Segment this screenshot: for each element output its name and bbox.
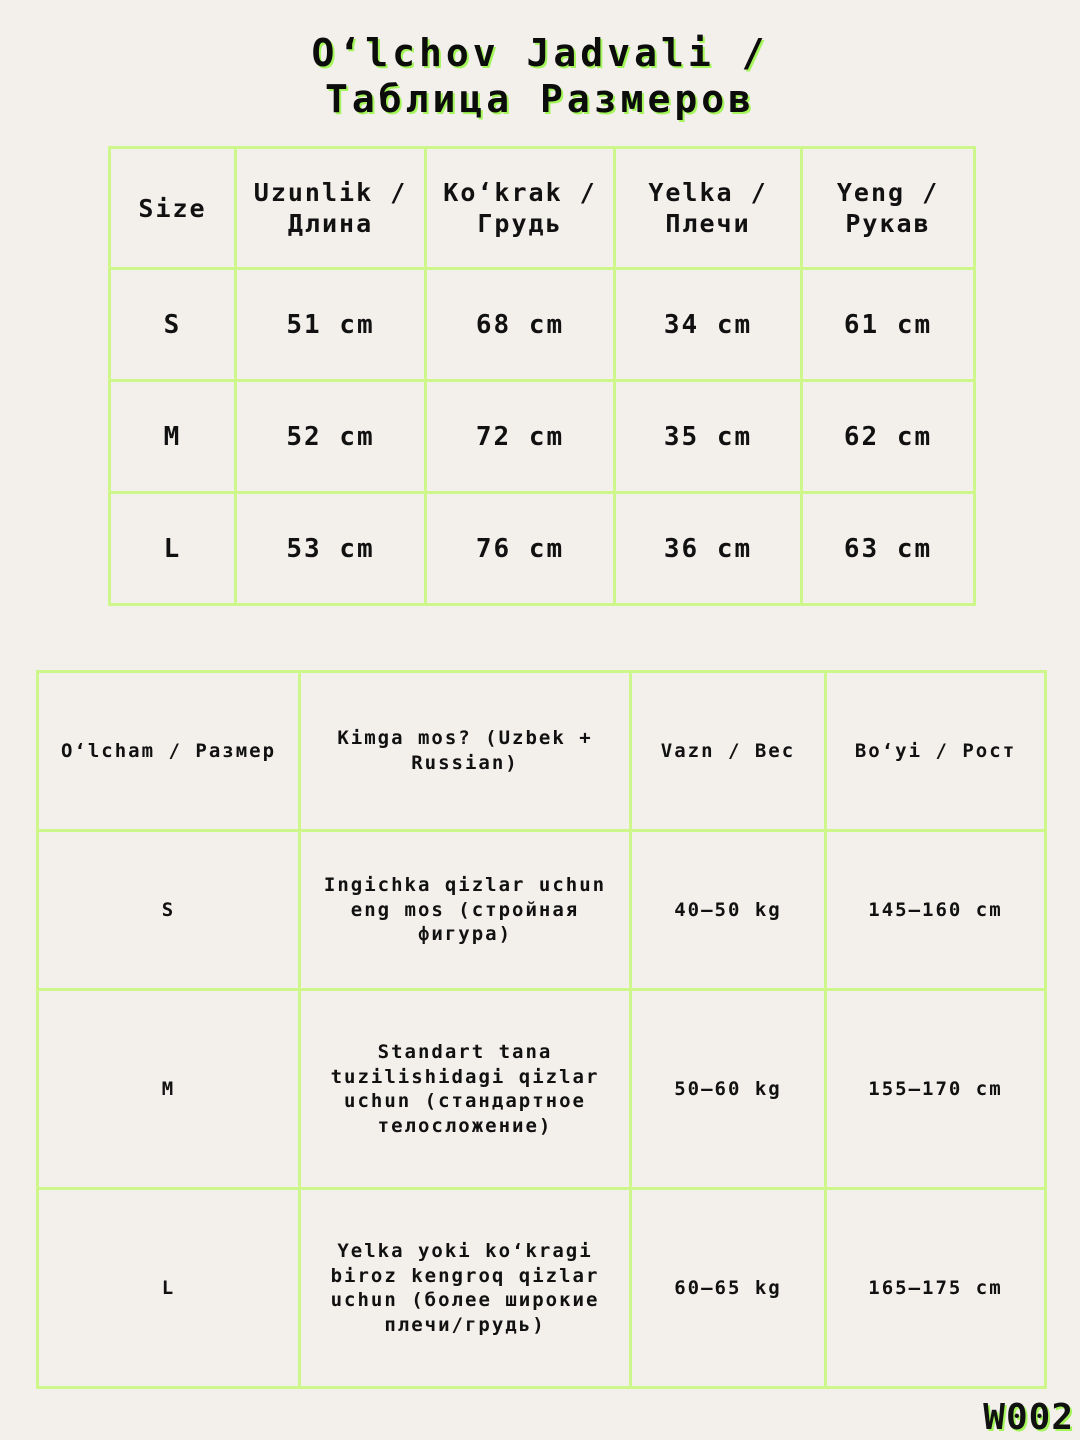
cell-chest: 72 cm	[426, 381, 615, 493]
header-weight: Vazn / Вес	[631, 672, 826, 831]
header-size: O‘lcham / Размер	[38, 672, 300, 831]
cell-weight: 40–50 kg	[631, 831, 826, 990]
cell-description: Ingichka qizlar uchun eng mos (стройная фигура)	[300, 831, 631, 990]
header-chest: Ko‘krak / Грудь	[426, 148, 615, 269]
cell-size: S	[110, 269, 236, 381]
table-row	[38, 990, 1046, 1189]
cell-size: M	[38, 990, 300, 1189]
cell-sleeve: 63 cm	[802, 493, 975, 605]
cell-sleeve: 61 cm	[802, 269, 975, 381]
cell-height: 155–170 cm	[826, 990, 1046, 1189]
size-measurements-table	[108, 146, 976, 606]
title-line-2: Таблица Размеров	[324, 77, 756, 121]
cell-size: M	[110, 381, 236, 493]
cell-height: 165–175 cm	[826, 1189, 1046, 1388]
cell-size: S	[38, 831, 300, 990]
cell-description: Standart tana tuzilishidagi qizlar uchun (стандартное телосложение)	[300, 990, 631, 1189]
cell-chest: 68 cm	[426, 269, 615, 381]
cell-weight: 60–65 kg	[631, 1189, 826, 1388]
header-length: Uzunlik / Длина	[236, 148, 426, 269]
table-row	[38, 1189, 1046, 1388]
table-row	[110, 381, 975, 493]
cell-length: 52 cm	[236, 381, 426, 493]
cell-size: L	[38, 1189, 300, 1388]
cell-shoulders: 36 cm	[615, 493, 802, 605]
table-header-row	[110, 148, 975, 269]
header-sleeve: Yeng / Рукав	[802, 148, 975, 269]
table-header-row	[38, 672, 1046, 831]
cell-shoulders: 34 cm	[615, 269, 802, 381]
cell-sleeve: 62 cm	[802, 381, 975, 493]
header-who-fits: Kimga mos? (Uzbek + Russian)	[300, 672, 631, 831]
header-height: Bo‘yi / Рост	[826, 672, 1046, 831]
product-code: W002	[983, 1397, 1074, 1438]
header-size: Size	[110, 148, 236, 269]
cell-shoulders: 35 cm	[615, 381, 802, 493]
title-line-1: O‘lchov Jadvali /	[311, 31, 769, 75]
cell-description: Yelka yoki ko‘kragi biroz kengroq qizlar uchun (более широкие плечи/грудь)	[300, 1189, 631, 1388]
table-row	[38, 831, 1046, 990]
table-row	[110, 269, 975, 381]
page-title	[0, 30, 1080, 122]
cell-weight: 50–60 kg	[631, 990, 826, 1189]
cell-size: L	[110, 493, 236, 605]
cell-length: 51 cm	[236, 269, 426, 381]
table-row	[110, 493, 975, 605]
fit-guide-table	[36, 670, 1047, 1389]
cell-length: 53 cm	[236, 493, 426, 605]
header-shoulders: Yelka / Плечи	[615, 148, 802, 269]
cell-chest: 76 cm	[426, 493, 615, 605]
cell-height: 145–160 cm	[826, 831, 1046, 990]
